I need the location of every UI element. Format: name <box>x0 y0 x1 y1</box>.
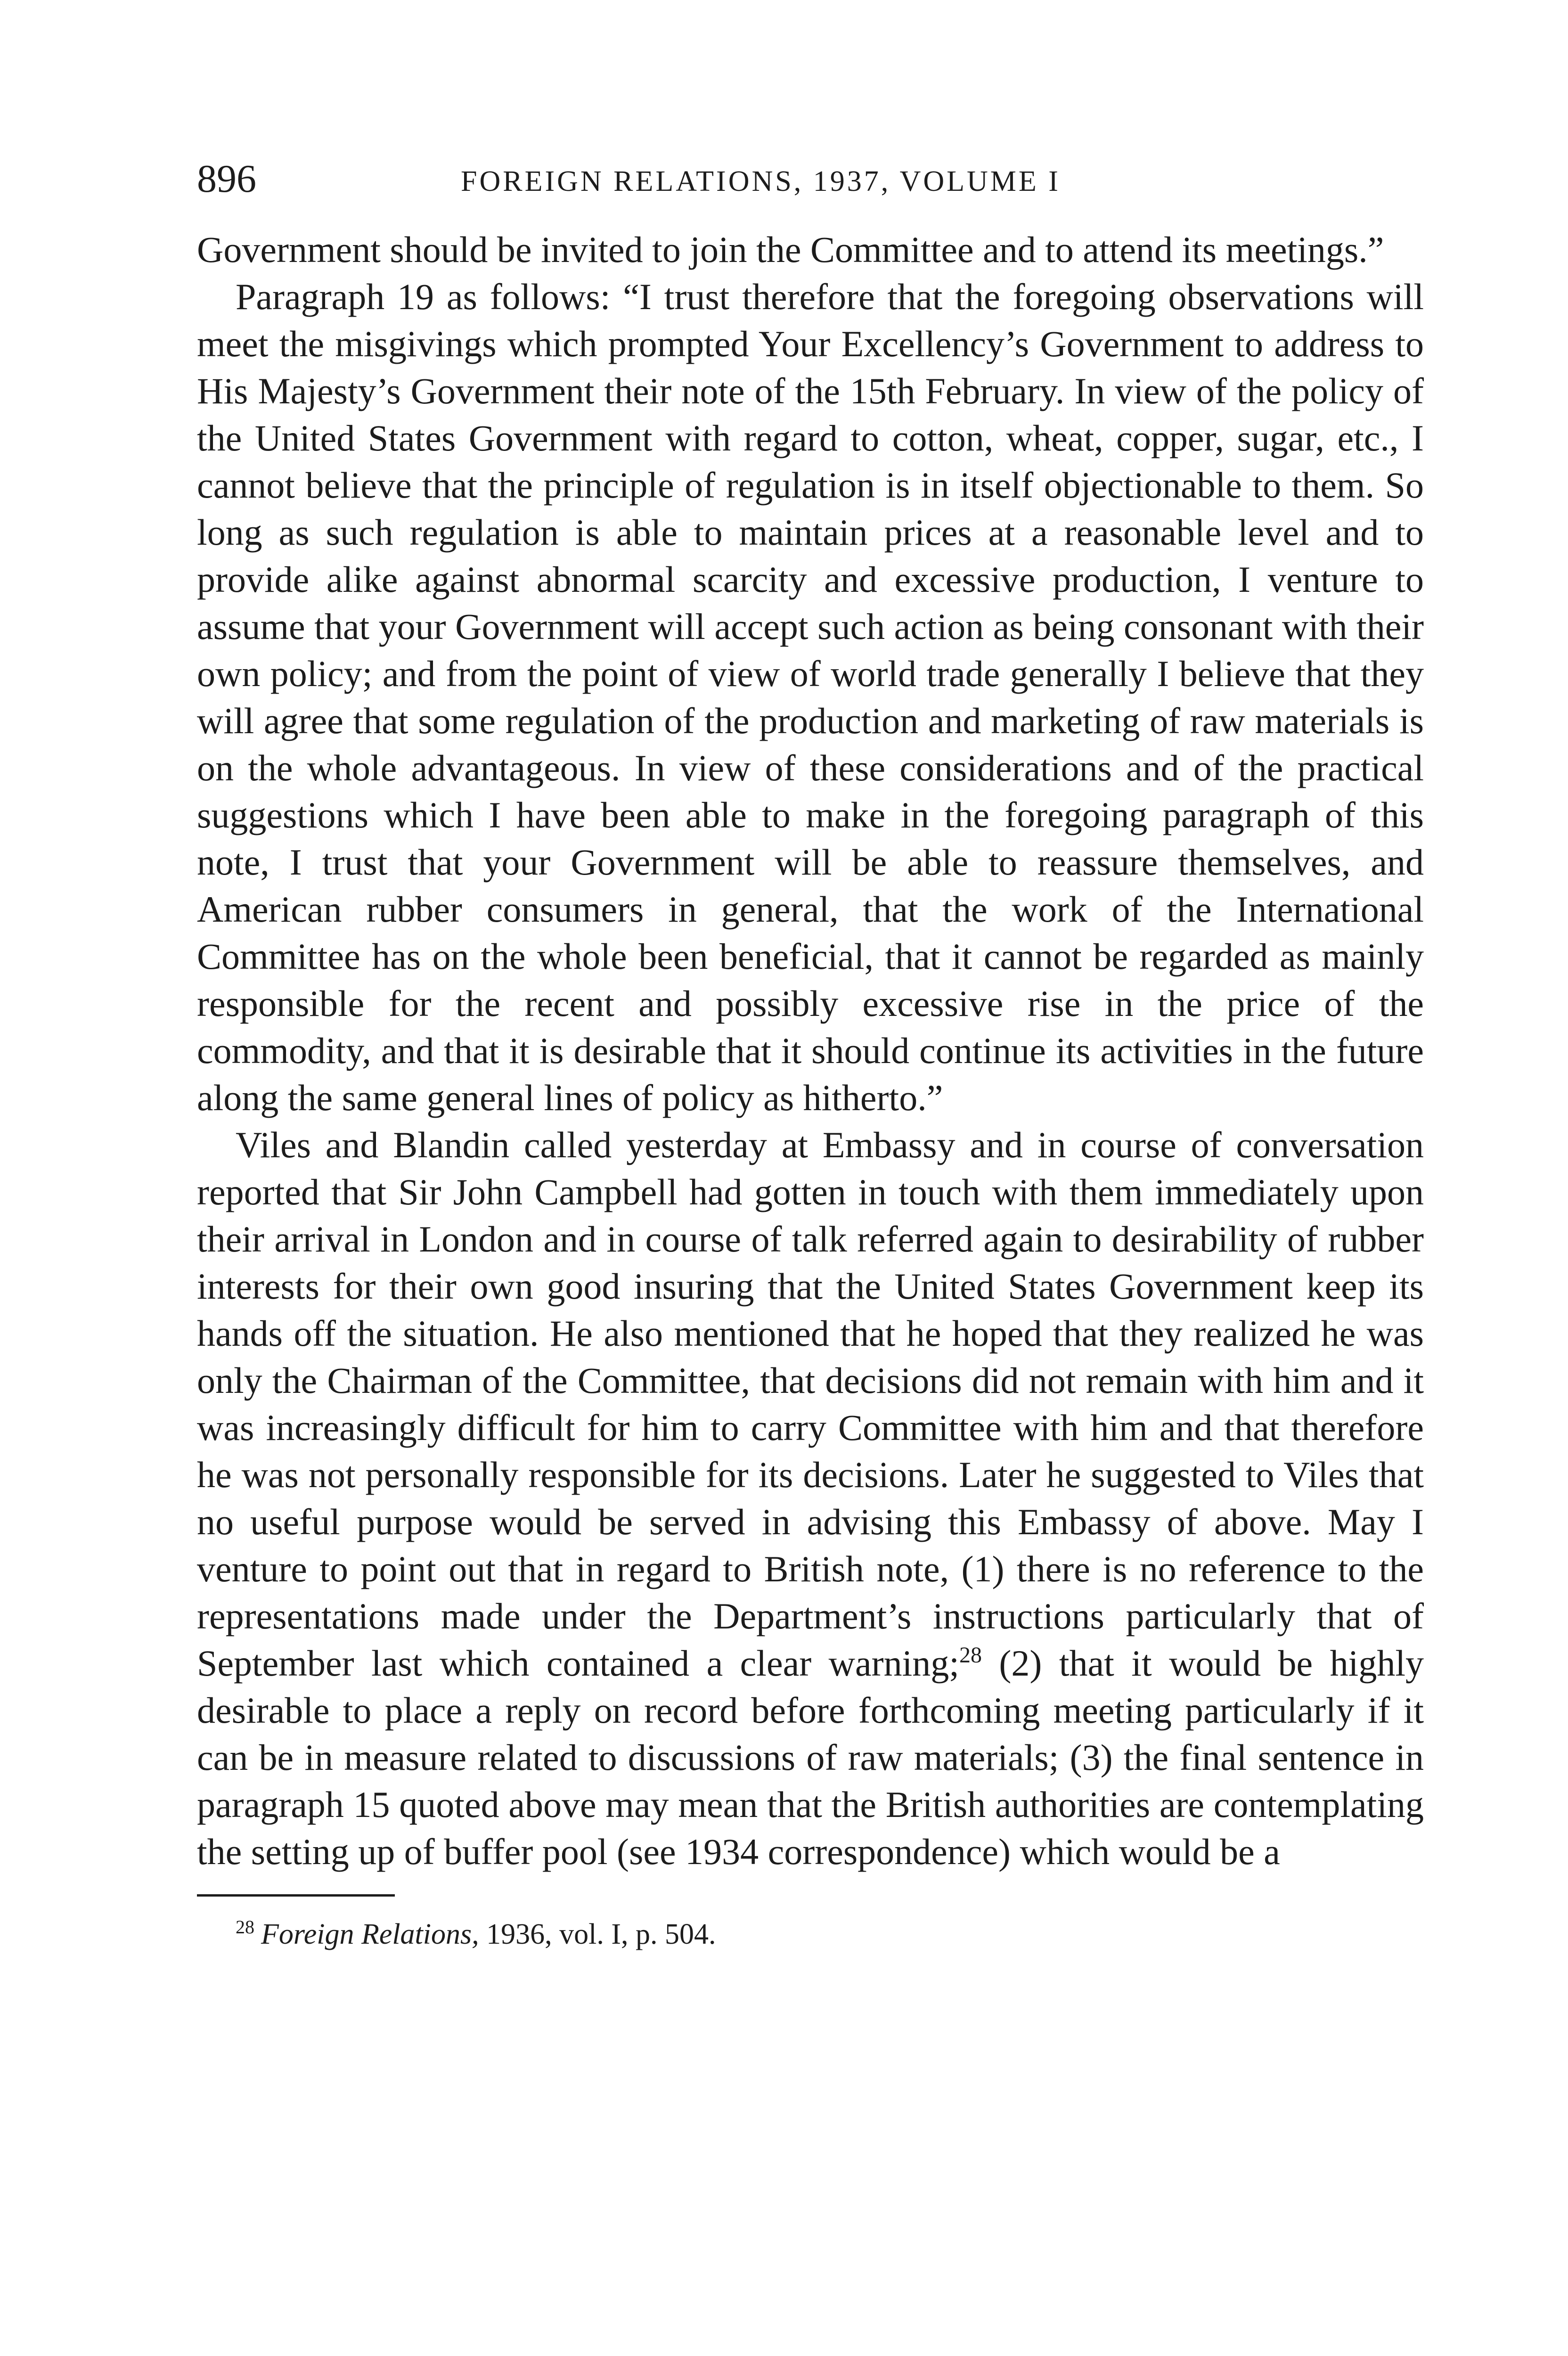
document-page <box>197 155 1424 1953</box>
footnote-divider <box>197 1894 395 1897</box>
running-header <box>197 155 1424 207</box>
footnote-28 <box>236 1915 1424 1953</box>
paragraph-viles-blandin <box>197 1121 1424 1875</box>
footnote-reference[interactable]: 28 <box>959 1643 982 1668</box>
footnote-marker: 28 <box>236 1916 254 1938</box>
body-text <box>197 226 1424 1875</box>
paragraph-continuation: Government should be invited to join the Committee and to attend its meetings.” <box>197 229 1384 270</box>
paragraph-text-part-1: Viles and Blandin called yesterday at Embassy and in course of conversation reported that Sir John Campbell had gotten in touch with them immediately upon their arrival in London and in course of talk referred again to desirability of rubber interests for their own good insuring that the United States Government keep its hands off the situation. He also mentioned that he hoped that they realized he was only the Chairman of the Committee, that decisions did not remain with him and it was increasingly difficult for him to carry Committee with him and that therefore he was not personally responsible for its decisions. Later he suggested to Viles that no useful purpose would be served in advising this Embassy of above. May I venture to point out that in regard to British note, (1) there is no reference to the representations made under the Department’s instructions particularly that of September last which contained a clear warning; <box>197 1124 1424 1684</box>
running-title: FOREIGN RELATIONS, 1937, VOLUME I <box>461 165 1061 197</box>
paragraph-19-quote: Paragraph 19 as follows: “I trust therefore that the foregoing observations will meet the misgivings which prompted Your Excellency’s Government to address to His Majesty’s Government their note of the 15th February. In view of the policy of the United States Government with regard to cotton, wheat, copper, sugar, etc., I cannot believe that the principle of regulation is in itself objectionable to them. So long as such regulation is able to maintain prices at a reasonable level and to provide alike against abnormal scarcity and excessive production, I venture to assume that your Government will accept such action as being consonant with their own policy; and from the point of view of world trade generally I believe that they will agree that some regulation of the production and marketing of raw materials is on the whole advantageous. In view of these considerations and of the practical suggestions which I have been able to make in the foregoing paragraph of this note, I trust that your Government will be able to reassure themselves, and American rubber consumers in general, that the work of the International Committee has on the whole been beneficial, that it cannot be regarded as mainly responsible for the recent and possibly excessive rise in the price of the commodity, and that it is desirable that it should continue its activities in the future along the same general lines of policy as hitherto.” <box>197 276 1424 1118</box>
footnote-citation: 1936, vol. I, p. 504. <box>479 1918 716 1950</box>
footnote-source-title: Foreign Relations, <box>261 1918 479 1950</box>
paragraph-text-part-2: (2) that it would be highly desirable to place a reply on record before forthcoming meeting particularly if it can be in measure related to discussions of raw materials; (3) the final sentence in paragraph 15 quoted above may mean that the British authorities are contemplating the setting up of buffer pool (see 1934 correspondence) which would be a <box>197 1643 1424 1872</box>
page-number: 896 <box>197 157 256 201</box>
